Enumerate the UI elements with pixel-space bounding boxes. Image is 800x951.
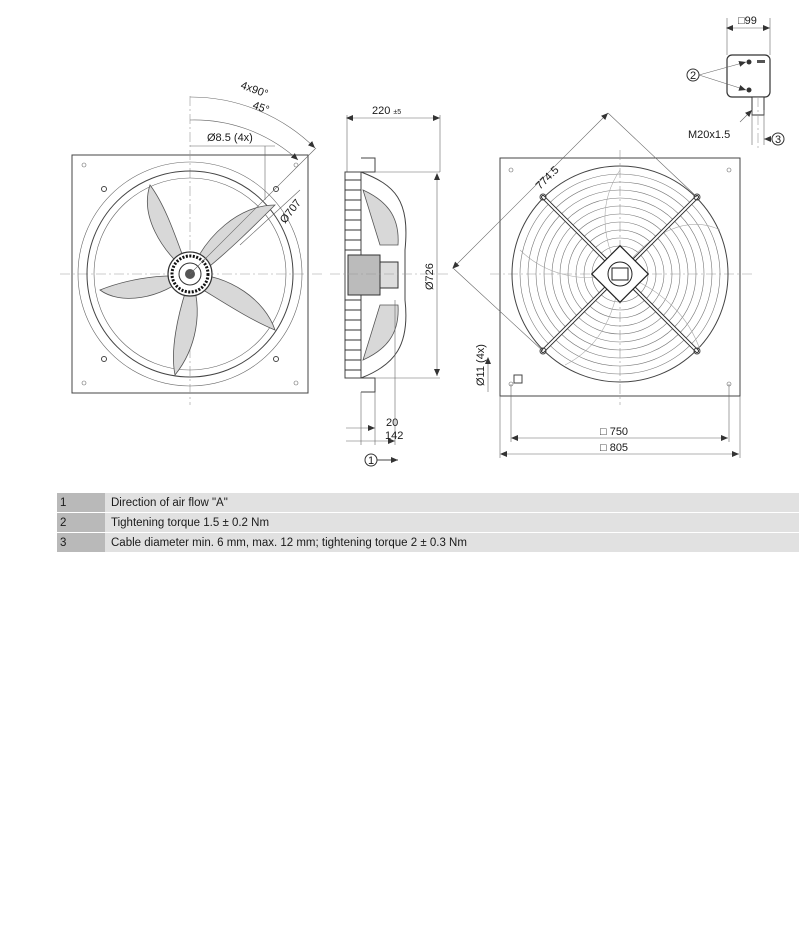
legend-number: 2 (57, 513, 105, 533)
hub-offset-label: 142 (385, 430, 404, 442)
callout-1: 1 (368, 455, 375, 467)
mount-hole-icon (274, 187, 279, 192)
legend-row (57, 493, 799, 513)
angle-inner-label: 45° (250, 99, 271, 117)
legend-row (57, 513, 799, 533)
mount-hole-icon (102, 357, 107, 362)
rear-view (453, 113, 752, 458)
mount-hole-icon (102, 187, 107, 192)
mount-holes-label: Ø11 (4x) (475, 344, 487, 386)
front-view (60, 96, 322, 405)
guard-diameter-label: Ø726 (424, 263, 436, 290)
mount-hole-icon (274, 357, 279, 362)
angle-outer-label: 4x90° (238, 79, 270, 101)
hole-diameter-label: Ø8.5 (4x) (207, 132, 253, 144)
box-size-label: □99 (738, 15, 757, 27)
legend-number: 1 (57, 493, 105, 513)
cable-gland-label: M20x1.5 (688, 129, 731, 141)
blade-diameter-label: Ø707 (277, 197, 304, 226)
legend-text: Direction of air flow "A" (105, 493, 799, 513)
depth-label: 220 ±5 (372, 105, 402, 117)
legend-text: Cable diameter min. 6 mm, max. 12 mm; tightening torque 2 ± 0.3 Nm (105, 533, 799, 553)
legend-row (57, 533, 799, 553)
callout-3: 3 (775, 134, 782, 146)
flange-label: 20 (386, 417, 399, 429)
legend-table (57, 493, 799, 553)
legend-number: 3 (57, 533, 105, 553)
diagonal-label: 774.5 (533, 164, 562, 193)
inner-square-label: □ 750 (600, 426, 629, 438)
callout-2: 2 (690, 70, 697, 82)
outer-square-label: □ 805 (600, 442, 629, 454)
legend-text: Tightening torque 1.5 ± 0.2 Nm (105, 513, 799, 533)
